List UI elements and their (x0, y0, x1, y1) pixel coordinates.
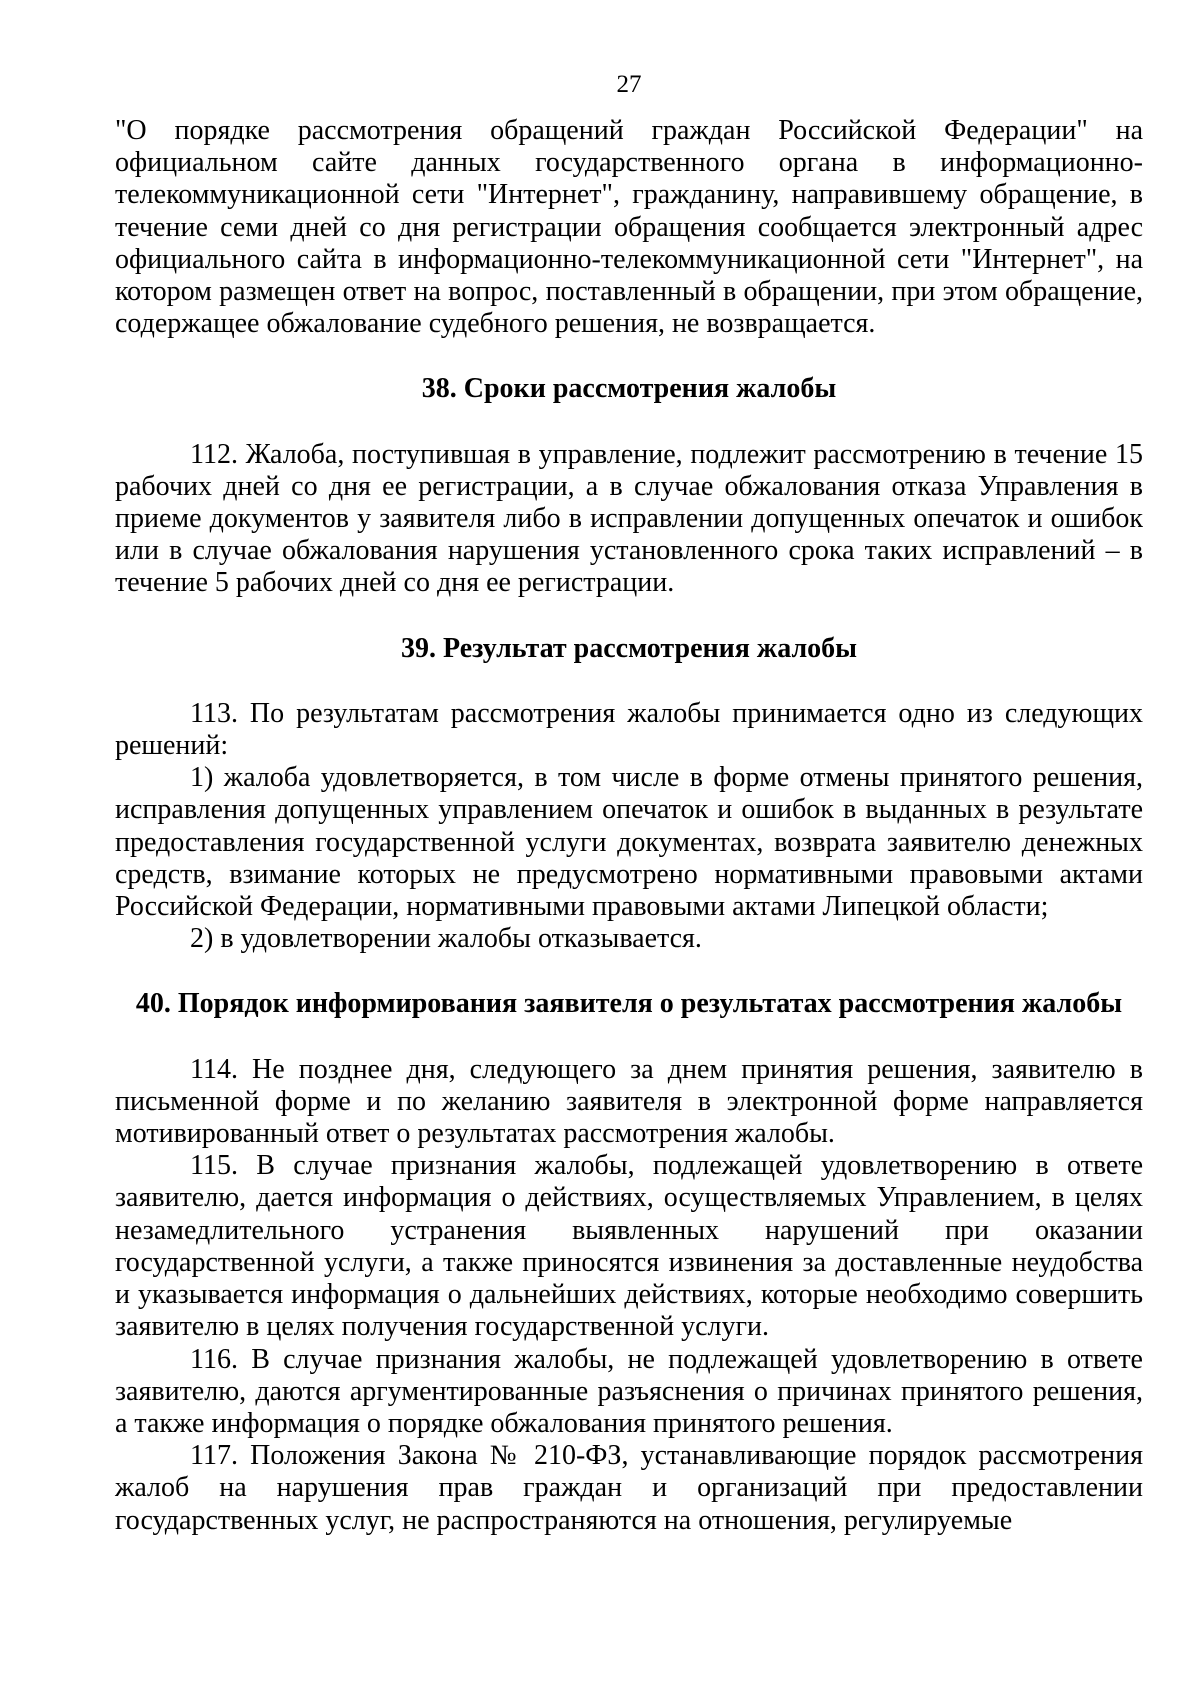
paragraph-continuation: "О порядке рассмотрения обращений граждан Российской Федерации" на официальном сайте данных государственного органа в информационно-телекоммуникационной сети "Интернет", гражданину, направившему обращение, в течение семи дней со дня регистрации обращения сообщается электронный адрес официального сайта в информационно-телекоммуникационной сети "Интернет", на котором размещен ответ на вопрос, поставленный в обращении, при этом обращение, содержащее обжалование судебного решения, не возвращается. (115, 115, 1143, 340)
paragraph-116: 116. В случае признания жалобы, не подлежащей удовлетворению в ответе заявителю, даются аргументированные разъяснения о причинах принятого решения, а также информация о порядке обжалования принятого решения. (115, 1343, 1143, 1439)
paragraph-113: 113. По результатам рассмотрения жалобы принимается одно из следующих решений: (115, 697, 1143, 762)
paragraph-112: 112. Жалоба, поступившая в управление, подлежит рассмотрению в течение 15 рабочих дней со дня ее регистрации, а в случае обжалования отказа Управления в приеме документов у заявителя либо в исправлении допущенных опечаток и ошибок или в случае обжалования нарушения установленного срока таких исправлений – в течение 5 рабочих дней со дня ее регистрации. (115, 438, 1143, 599)
section-heading-40: 40. Порядок информирования заявителя о результатах рассмотрения жалобы (135, 988, 1123, 1020)
paragraph-115: 115. В случае признания жалобы, подлежащей удовлетворению в ответе заявителю, дается информация о действиях, осуществляемых Управлением, в целях незамедлительного устранения выявленных нарушений при оказании государственной услуги, а также приносятся извинения за доставленные неудобства и указывается информация о дальнейших действиях, которые необходимо совершить заявителю в целях получения государственной услуги. (115, 1150, 1143, 1343)
paragraph-113-item-1: 1) жалоба удовлетворяется, в том числе в форме отмены принятого решения, исправления допущенных управлением опечаток и ошибок в выданных в результате предоставления государственной услуги документах, возврата заявителю денежных средств, взимание которых не предусмотрено нормативными правовыми актами Российской Федерации, нормативными правовыми актами Липецкой области; (115, 762, 1143, 923)
paragraph-113-item-2: 2) в удовлетворении жалобы отказывается. (190, 923, 702, 955)
section-heading-38: 38. Сроки рассмотрения жалобы (421, 373, 837, 405)
paragraph-114: 114. Не позднее дня, следующего за днем принятия решения, заявителю в письменной форме и по желанию заявителя в электронной форме направляется мотивированный ответ о результатах рассмотрения жалобы. (115, 1053, 1143, 1150)
document-body (115, 115, 1143, 1537)
page-number: 27 (616, 71, 642, 98)
paragraph-117: 117. Положения Закона № 210-ФЗ, устанавливающие порядок рассмотрения жалоб на нарушения прав граждан и организаций при предоставлении государственных услуг, не распространяются на отношения, регулируемые (115, 1440, 1143, 1536)
section-heading-39: 39. Результат рассмотрения жалобы (400, 632, 858, 664)
